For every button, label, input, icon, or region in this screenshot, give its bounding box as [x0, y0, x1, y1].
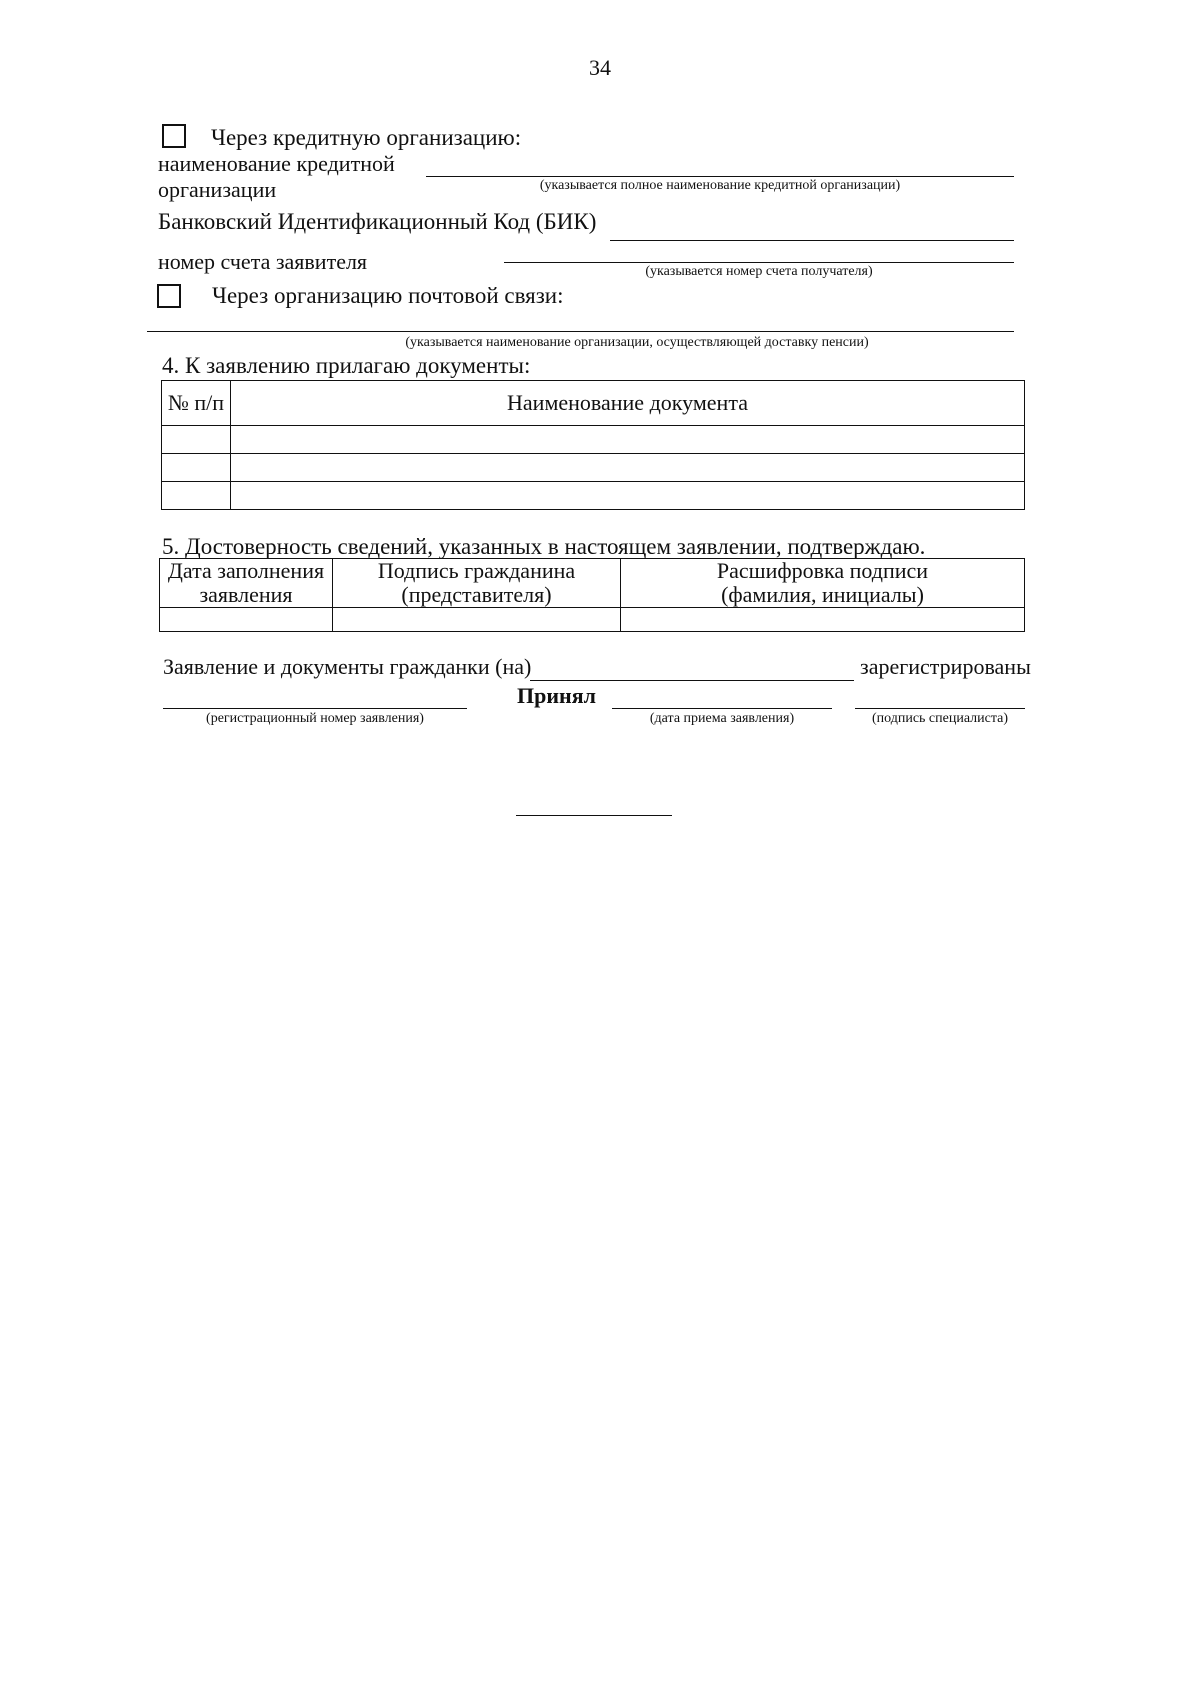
credit-option-label: Через кредитную организацию:: [211, 125, 522, 150]
credit-name-field-line[interactable]: [426, 176, 1014, 177]
closing-separator: [516, 815, 672, 816]
date-hint: (дата приема заявления): [649, 711, 795, 726]
bik-label: Банковский Идентификационный Код (БИК): [158, 209, 597, 234]
accepted-label: Принял: [517, 683, 596, 708]
account-hint: (указывается номер счета получателя): [645, 264, 873, 279]
date-header-line2: заявления: [199, 582, 293, 607]
document-number-cell[interactable]: [162, 426, 231, 454]
post-organization-field-line[interactable]: [147, 331, 1014, 332]
credit-name-label-line1: наименование кредитной: [158, 151, 395, 176]
post-office-checkbox[interactable]: [157, 284, 181, 308]
post-option-label: Через организацию почтовой связи:: [212, 283, 564, 308]
specialist-hint: (подпись специалиста): [871, 711, 1009, 726]
specialist-signature-field-line[interactable]: [855, 708, 1025, 709]
documents-table: [161, 380, 1025, 510]
signature-cell[interactable]: [333, 608, 621, 632]
confirmation-heading: 5. Достоверность сведений, указанных в настоящем заявлении, подтверждаю.: [162, 534, 926, 559]
table-row: [162, 426, 1025, 454]
signature-header-line2: (представителя): [401, 582, 552, 607]
date-header-line1: Дата заполнения: [167, 558, 325, 583]
reg-number-hint: (регистрационный номер заявления): [206, 711, 424, 726]
documents-col-name: Наименование документа: [231, 381, 1025, 426]
account-field-line[interactable]: [504, 262, 1014, 263]
document-number-cell[interactable]: [162, 482, 231, 510]
credit-organization-checkbox[interactable]: [162, 124, 186, 148]
document-name-cell[interactable]: [231, 482, 1025, 510]
document-name-cell[interactable]: [231, 426, 1025, 454]
signature-column-header: [333, 559, 621, 608]
table-row: [160, 608, 1025, 632]
confirmation-table: [159, 558, 1025, 632]
registered-text: зарегистрированы: [860, 654, 1031, 679]
table-row: [162, 482, 1025, 510]
date-cell[interactable]: [160, 608, 333, 632]
signature-header-line1: Подпись гражданина: [377, 558, 576, 583]
decoding-column-header: [621, 559, 1025, 608]
reg-number-field-line[interactable]: [163, 708, 467, 709]
acceptance-date-field-line[interactable]: [612, 708, 832, 709]
documents-col-number: № п/п: [162, 381, 231, 426]
date-column-header: [160, 559, 333, 608]
documents-header-row: [162, 381, 1025, 426]
citizen-name-field-line[interactable]: [530, 680, 854, 681]
documents-heading: 4. К заявлению прилагаю документы:: [162, 353, 531, 378]
confirmation-header-row: [160, 559, 1025, 608]
post-organization-hint: (указывается наименование организации, осуществляющей доставку пенсии): [405, 335, 869, 350]
decoding-header-line1: Расшифровка подписи: [716, 558, 929, 583]
decoding-header-line2: (фамилия, инициалы): [721, 582, 924, 607]
bik-field-line[interactable]: [610, 240, 1014, 241]
decoding-cell[interactable]: [621, 608, 1025, 632]
page-number: 34: [589, 55, 611, 80]
credit-name-label-line2: организации: [158, 177, 277, 202]
document-number-cell[interactable]: [162, 454, 231, 482]
registration-lead-text: Заявление и документы гражданки (на): [163, 654, 532, 679]
document-name-cell[interactable]: [231, 454, 1025, 482]
account-label: номер счета заявителя: [158, 249, 368, 274]
credit-name-hint: (указывается полное наименование кредитной организации): [539, 178, 901, 193]
table-row: [162, 454, 1025, 482]
